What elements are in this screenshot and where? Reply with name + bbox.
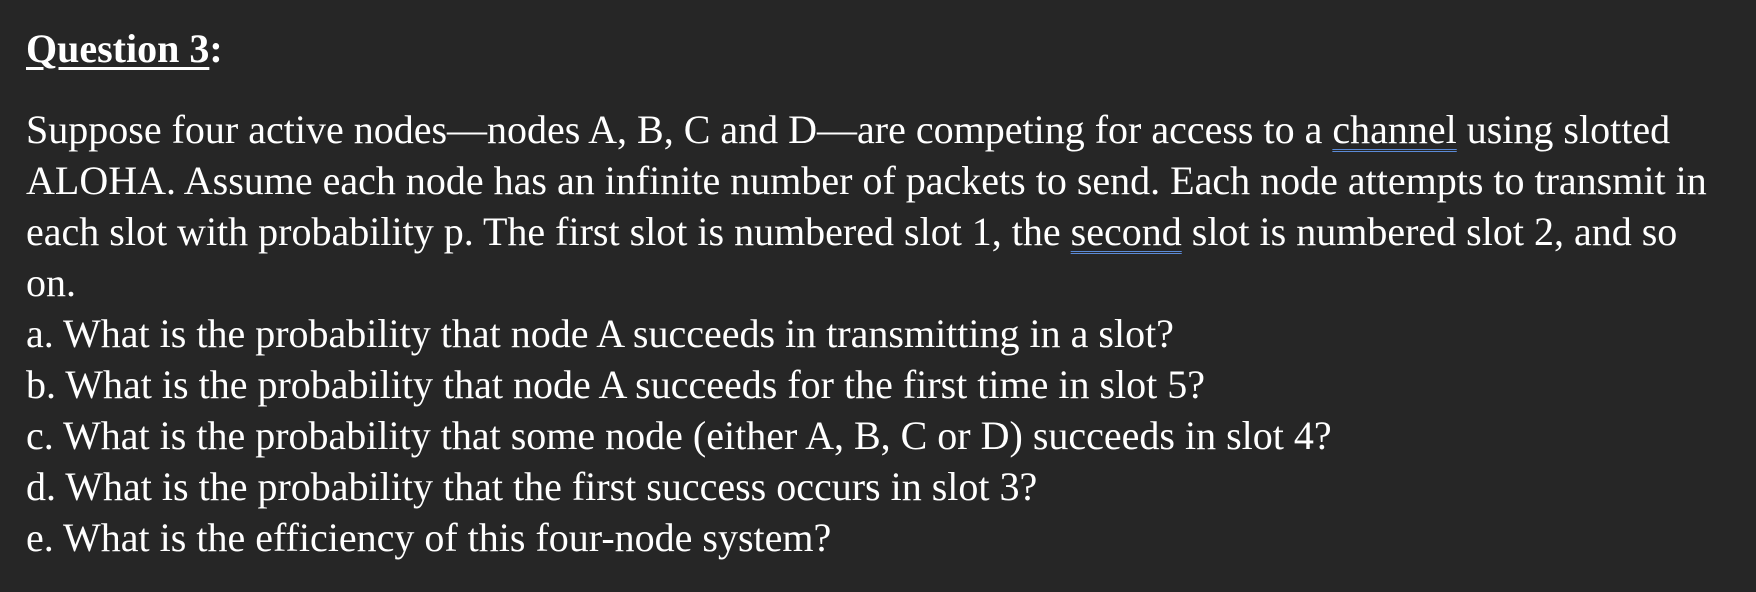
question-title: Question 3 — [26, 26, 210, 71]
question-intro — [26, 104, 1736, 308]
sub-question-e: e. What is the efficiency of this four-node system? — [26, 515, 832, 560]
question-heading — [26, 22, 1736, 76]
sub-question-a: a. What is the probability that node A succeeds in transmitting in a slot? — [26, 311, 1174, 356]
intro-text-3: slot is numbered slot 2, and so on. — [26, 209, 1678, 305]
sub-question-b: b. What is the probability that node A succeeds for the first time in slot 5? — [26, 362, 1206, 407]
question-body — [26, 104, 1736, 563]
question-title-colon: : — [209, 26, 223, 71]
sub-question-d: d. What is the probability that the first success occurs in slot 3? — [26, 464, 1038, 509]
intro-text-1: Suppose four active nodes—nodes A, B, C and D—are competing for access to a — [26, 107, 1333, 152]
sub-question-list — [26, 308, 1736, 563]
second-link[interactable]: second — [1070, 209, 1182, 254]
sub-question-c: c. What is the probability that some node (either A, B, C or D) succeeds in slot 4? — [26, 413, 1332, 458]
intro-text-2: using slotted ALOHA. Assume each node has an infinite number of packets to send. Each node attempts to transmit in each slot with probability p. The first slot is numbered slot 1, the — [26, 107, 1707, 254]
channel-link[interactable]: channel — [1332, 107, 1457, 152]
